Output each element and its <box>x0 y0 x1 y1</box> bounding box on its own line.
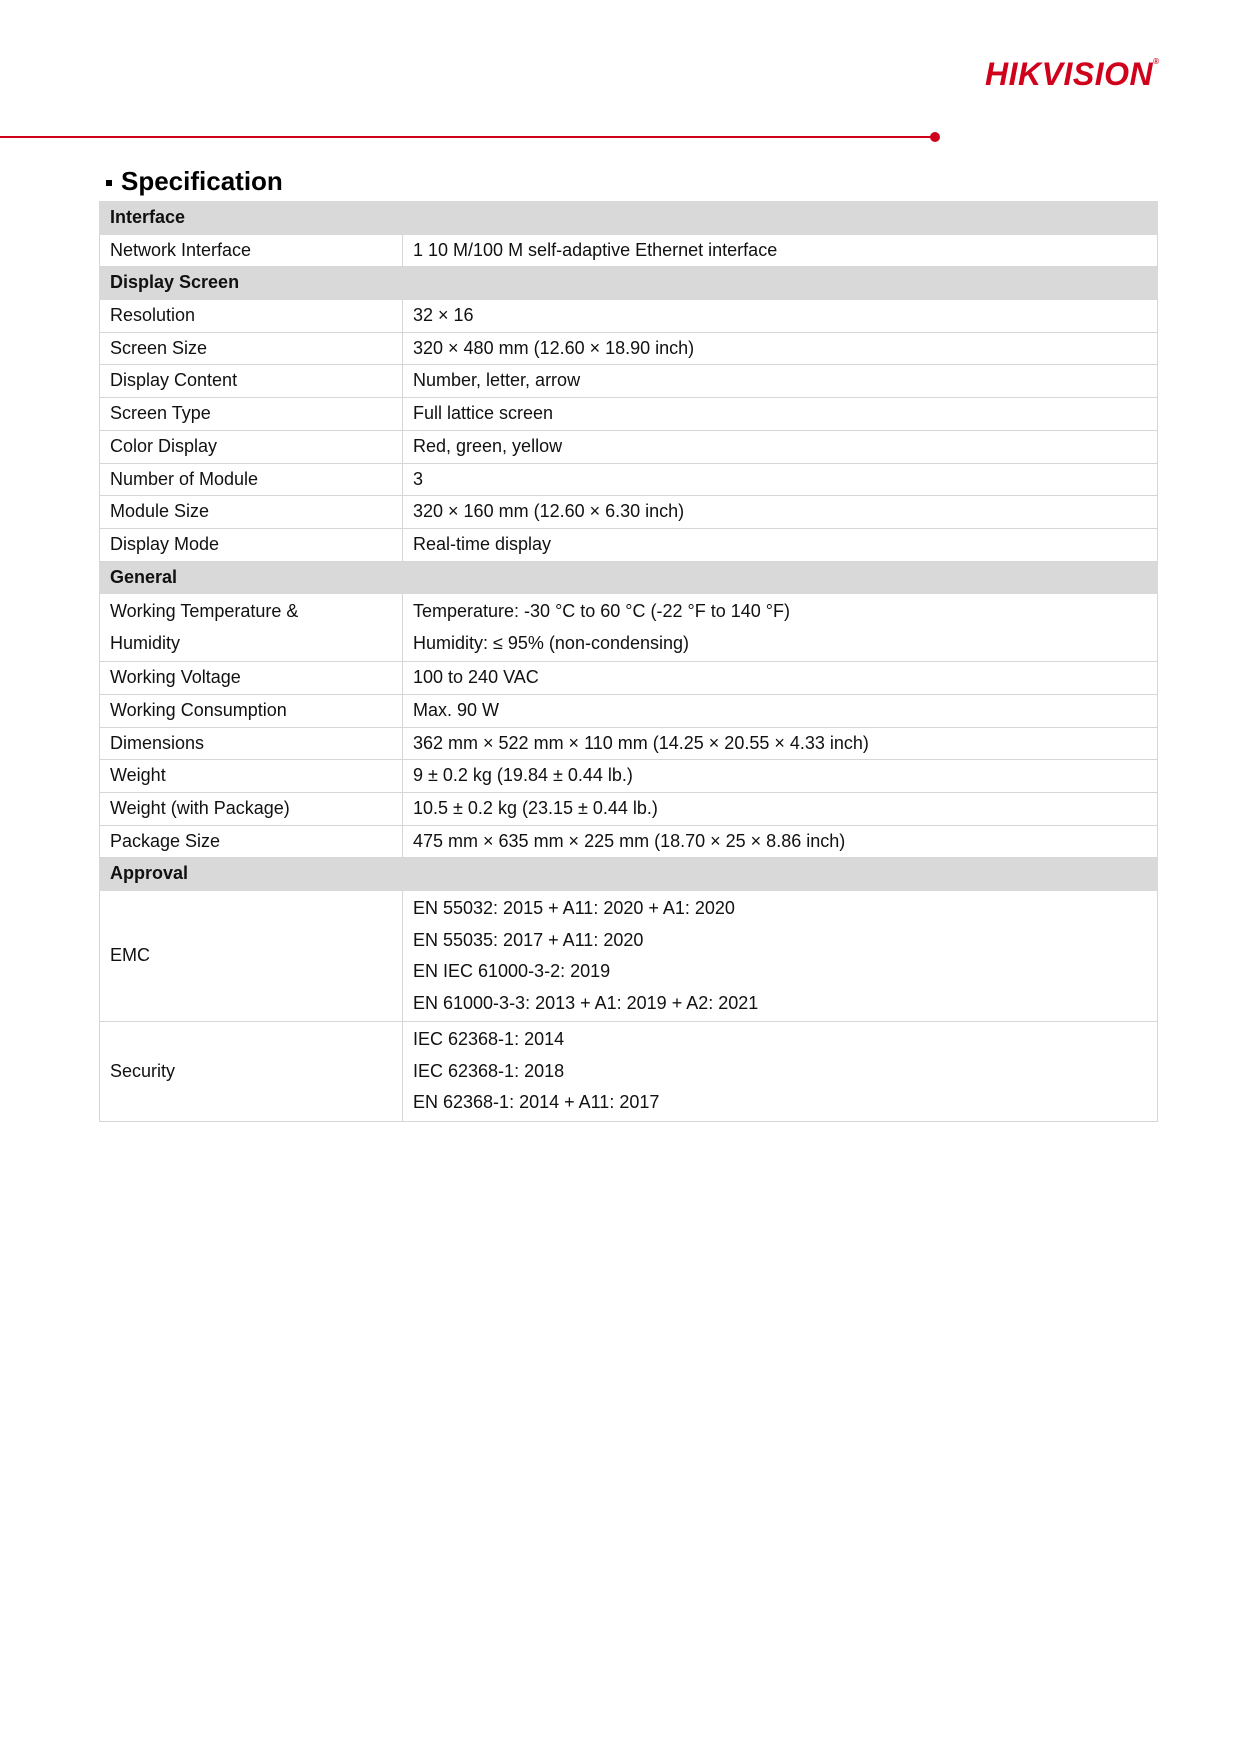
spec-row-display-content <box>100 365 1158 398</box>
spec-row-security <box>100 1022 1158 1122</box>
spec-value: 100 to 240 VAC <box>403 662 1158 695</box>
section-header-general <box>100 561 1158 594</box>
registered-mark: ® <box>1153 57 1160 66</box>
spec-key: Working Consumption <box>100 694 403 727</box>
spec-row-network-interface <box>100 234 1158 267</box>
spec-key: EMC <box>100 891 403 1022</box>
bullet-icon <box>106 180 112 186</box>
spec-value: Full lattice screen <box>403 398 1158 431</box>
section-header-interface <box>100 202 1158 235</box>
header-divider <box>0 136 932 138</box>
spec-row-working-consumption <box>100 694 1158 727</box>
spec-row-screen-size <box>100 332 1158 365</box>
spec-value: 475 mm × 635 mm × 225 mm (18.70 × 25 × 8.86 inch) <box>403 825 1158 858</box>
spec-value: 32 × 16 <box>403 300 1158 333</box>
page-title-text: Specification <box>121 166 283 196</box>
spec-key-line: Working Temperature & <box>110 601 299 622</box>
spec-key: Module Size <box>100 496 403 529</box>
spec-value <box>403 594 1158 662</box>
spec-value: 1 10 M/100 M self-adaptive Ethernet interface <box>403 234 1158 267</box>
spec-value: 9 ± 0.2 kg (19.84 ± 0.44 lb.) <box>403 760 1158 793</box>
spec-key: Dimensions <box>100 727 403 760</box>
spec-value: 320 × 160 mm (12.60 × 6.30 inch) <box>403 496 1158 529</box>
spec-key: Package Size <box>100 825 403 858</box>
spec-value: 10.5 ± 0.2 kg (23.15 ± 0.44 lb.) <box>403 793 1158 826</box>
spec-row-emc <box>100 891 1158 1022</box>
brand-logo-text: HIKVISION <box>985 56 1154 92</box>
spec-value: Max. 90 W <box>403 694 1158 727</box>
spec-key <box>100 594 403 662</box>
spec-row-color-display <box>100 430 1158 463</box>
spec-key: Weight <box>100 760 403 793</box>
spec-value-line: EN 62368-1: 2014 + A11: 2017 <box>413 1092 660 1113</box>
spec-value: Number, letter, arrow <box>403 365 1158 398</box>
spec-key: Security <box>100 1022 403 1122</box>
spec-row-number-of-module <box>100 463 1158 496</box>
spec-table-body <box>100 202 1158 1122</box>
spec-value-line: EN IEC 61000-3-2: 2019 <box>413 961 611 982</box>
section-header-display-screen <box>100 267 1158 300</box>
section-header-label: General <box>100 561 1158 594</box>
spec-value-line: EN 55032: 2015 + A11: 2020 + A1: 2020 <box>413 898 735 919</box>
spec-value-line: EN 61000-3-3: 2013 + A1: 2019 + A2: 2021 <box>413 992 759 1013</box>
spec-key: Screen Size <box>100 332 403 365</box>
spec-row-working-voltage <box>100 662 1158 695</box>
spec-key: Network Interface <box>100 234 403 267</box>
spec-row-weight <box>100 760 1158 793</box>
section-header-label: Display Screen <box>100 267 1158 300</box>
spec-row-weight-with-package <box>100 793 1158 826</box>
spec-value: 320 × 480 mm (12.60 × 18.90 inch) <box>403 332 1158 365</box>
spec-key: Display Mode <box>100 528 403 561</box>
brand-logo <box>985 58 1159 90</box>
page-title <box>106 166 283 197</box>
spec-row-screen-type <box>100 398 1158 431</box>
spec-row-resolution <box>100 300 1158 333</box>
spec-value: 3 <box>403 463 1158 496</box>
spec-key: Screen Type <box>100 398 403 431</box>
spec-key: Working Voltage <box>100 662 403 695</box>
spec-key-line: Humidity <box>110 632 181 653</box>
spec-value-line: IEC 62368-1: 2014 <box>413 1029 565 1050</box>
spec-key: Number of Module <box>100 463 403 496</box>
spec-table <box>99 201 1158 1122</box>
spec-value: Red, green, yellow <box>403 430 1158 463</box>
spec-row-working-temperature-humidity <box>100 594 1158 662</box>
spec-key: Color Display <box>100 430 403 463</box>
spec-key: Display Content <box>100 365 403 398</box>
spec-key: Resolution <box>100 300 403 333</box>
spec-row-package-size <box>100 825 1158 858</box>
header-divider-dot <box>930 132 940 142</box>
spec-value-line: EN 55035: 2017 + A11: 2020 <box>413 929 644 950</box>
spec-row-dimensions <box>100 727 1158 760</box>
spec-value-line: Temperature: -30 °C to 60 °C (-22 °F to 140 °F) <box>413 601 790 622</box>
section-header-approval <box>100 858 1158 891</box>
spec-value: Real-time display <box>403 528 1158 561</box>
spec-value <box>403 891 1158 1022</box>
spec-row-display-mode <box>100 528 1158 561</box>
spec-key: Weight (with Package) <box>100 793 403 826</box>
spec-value: 362 mm × 522 mm × 110 mm (14.25 × 20.55 × 4.33 inch) <box>403 727 1158 760</box>
spec-row-module-size <box>100 496 1158 529</box>
section-header-label: Approval <box>100 858 1158 891</box>
spec-value-line: Humidity: ≤ 95% (non-condensing) <box>413 632 690 653</box>
spec-value <box>403 1022 1158 1122</box>
section-header-label: Interface <box>100 202 1158 235</box>
spec-value-line: IEC 62368-1: 2018 <box>413 1060 565 1081</box>
